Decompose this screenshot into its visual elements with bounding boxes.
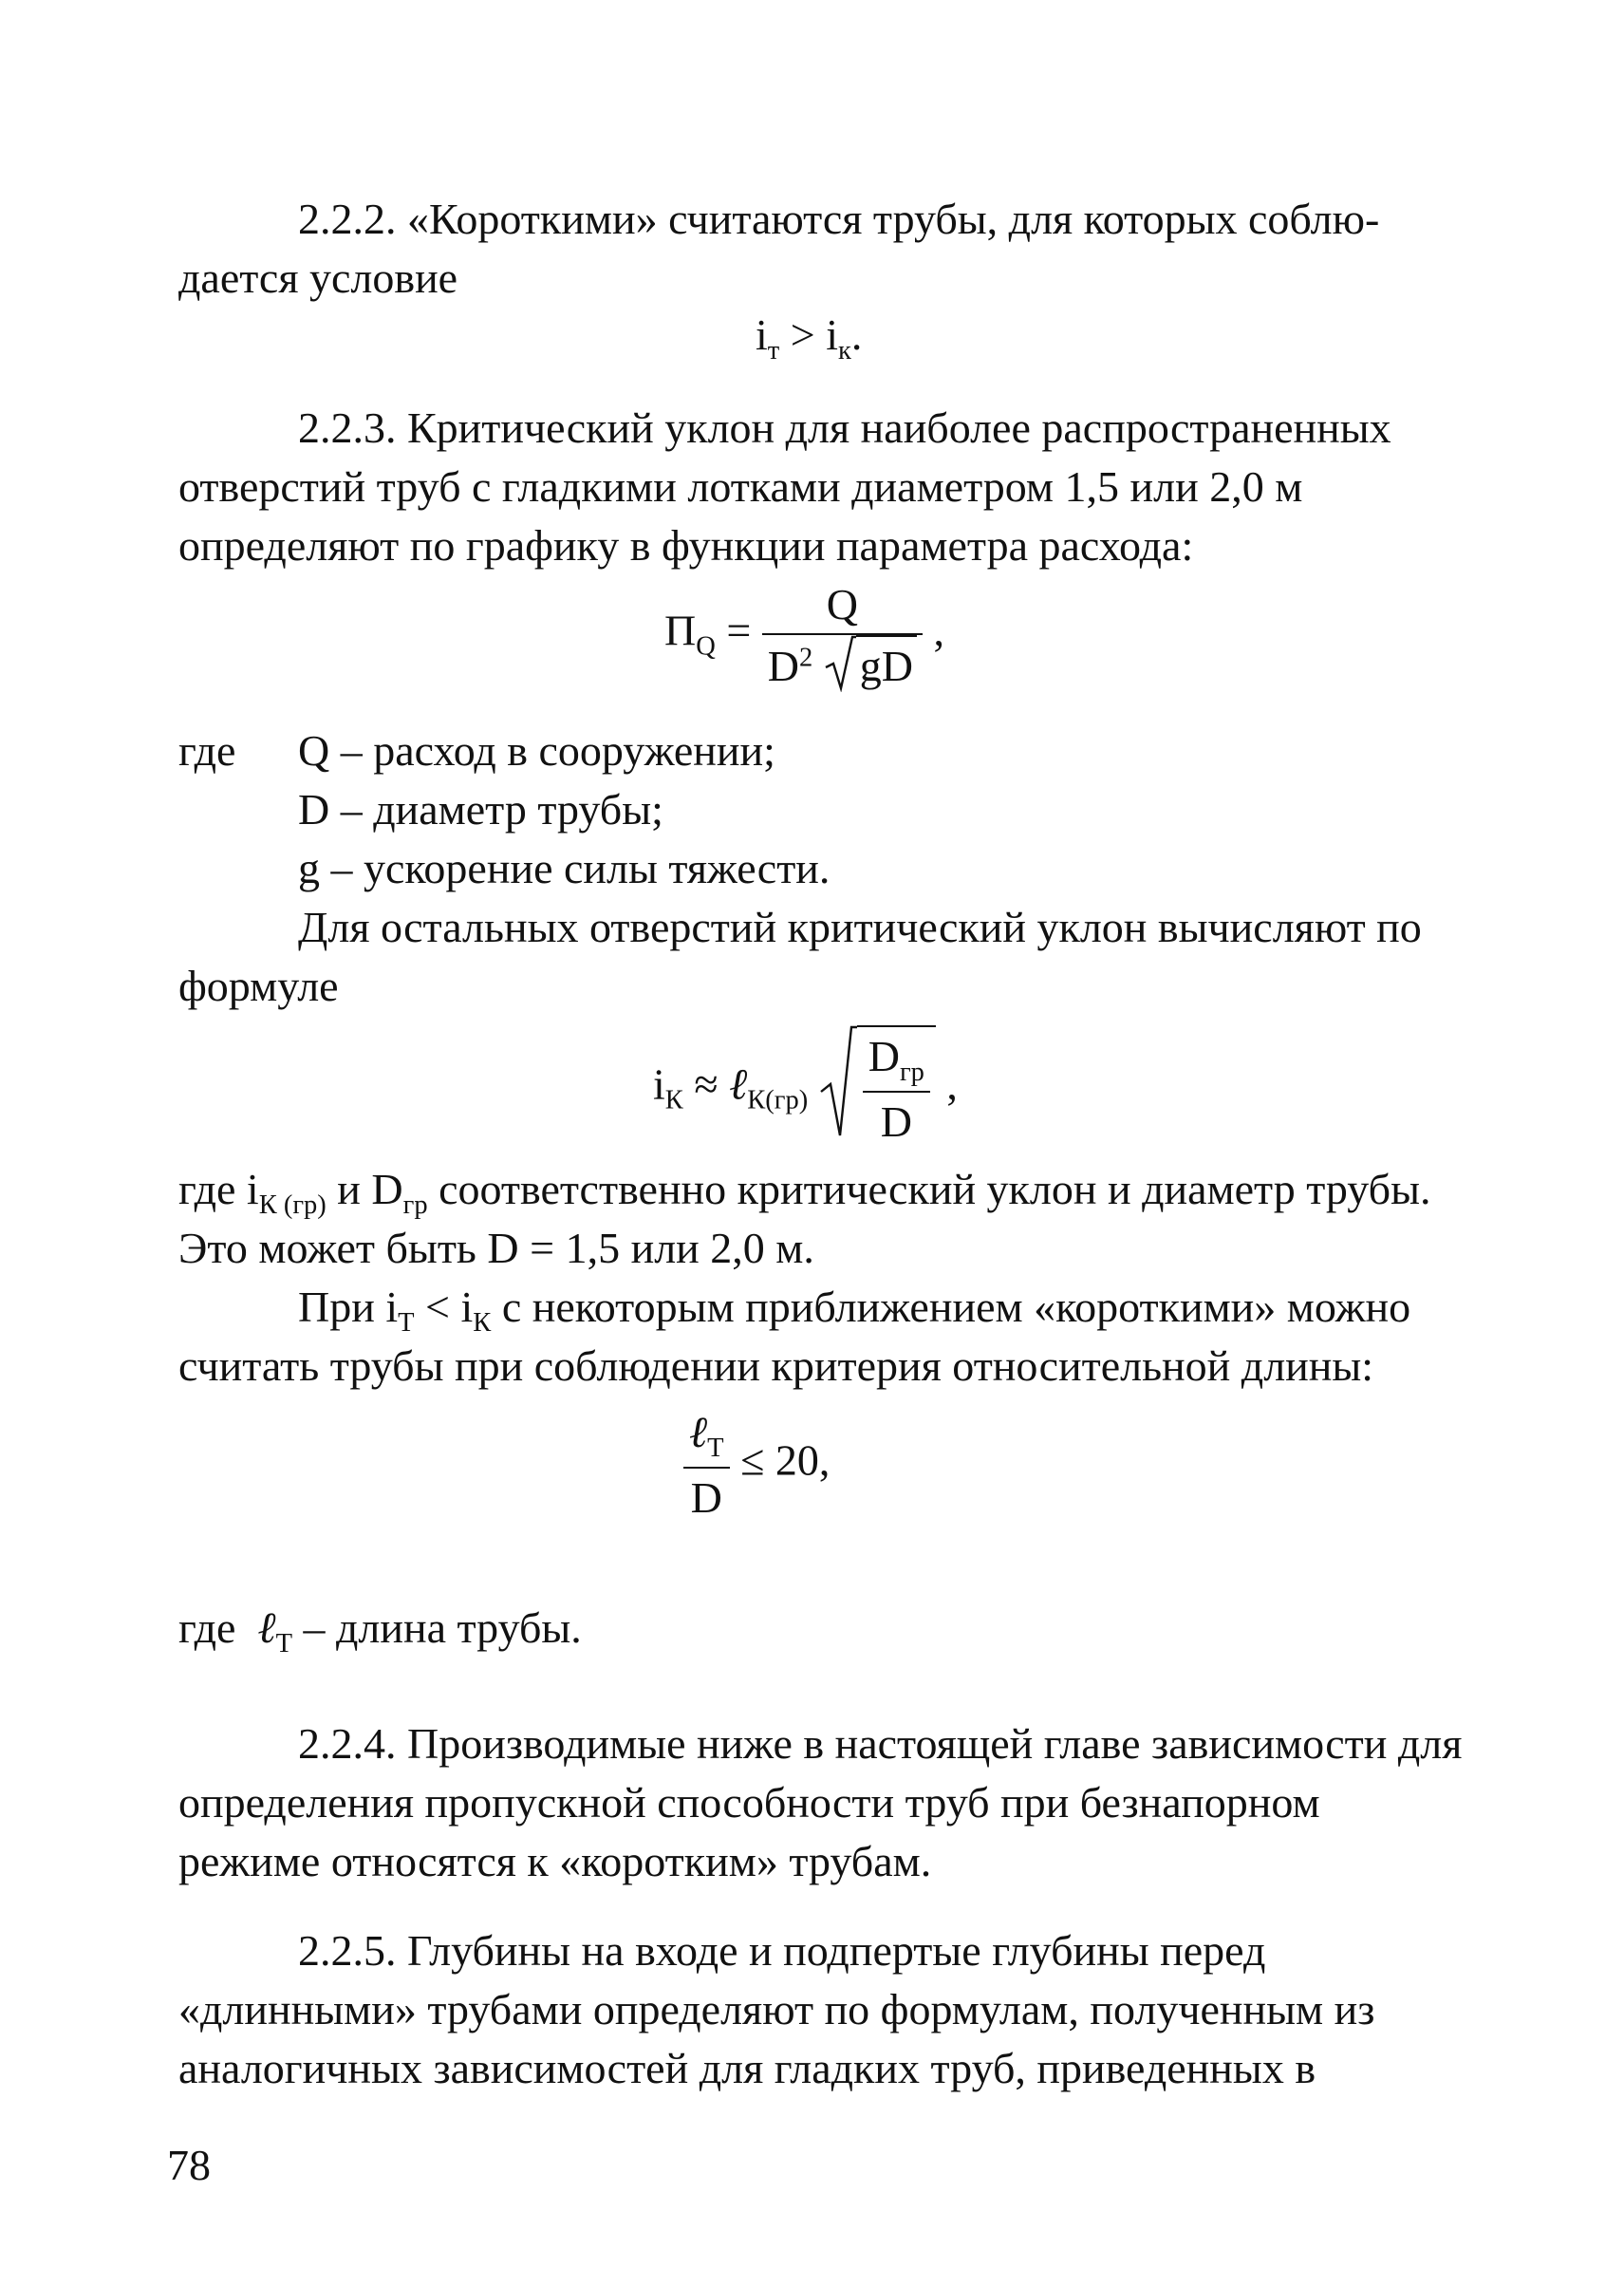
para-223-line3: определяют по графику в функции параметра расхода: — [178, 521, 1194, 570]
para-225-line1: 2.2.5. Глубины на входе и подпертые глубины перед — [298, 1926, 1266, 1975]
def-length: где ℓ$_Т$ – длина трубы. — [178, 1603, 582, 1658]
para-225-line3: аналогичных зависимостей для гладких труб, приведенных в — [178, 2044, 1316, 2092]
def-d: D – диаметр трубы; — [298, 785, 663, 834]
para-rest-line2: формуле — [178, 962, 339, 1010]
where-label: где — [178, 726, 236, 775]
para-224-line3: режиме относятся к «коротким» трубам. — [178, 1837, 932, 1885]
radical-icon — [819, 1025, 857, 1139]
sqrt-sign: gD — [824, 635, 917, 695]
diameter-ratio-fraction: $\frac{D_{гр}}{D}$ — [863, 1027, 930, 1151]
para-after3-line2: Это может быть D = 1,5 или 2,0 м. — [178, 1224, 814, 1272]
def-g: g – ускорение силы тяжести. — [298, 844, 831, 892]
formula-critical-slope: $i_К$ ≈ ℓ$_{К(гр)}$ $\frac{D_{гр}}{D}$ , — [653, 1025, 958, 1151]
para-224-line2: определения пропускной способности труб при безнапорном — [178, 1778, 1320, 1827]
para-222-line1: 2.2.2. «Короткими» считаются трубы, для которых соблю- — [298, 195, 1380, 243]
radical-icon — [824, 635, 856, 692]
para-225-line2: «длинными» трубами определяют по формулам, полученным из — [178, 1985, 1375, 2033]
para-rest-line1: Для остальных отверстий критический уклон вычисляют по — [298, 903, 1422, 951]
formula-flow-parameter: $П_Q$ = Q $D^2$ gD , — [664, 575, 944, 695]
para-when-line2: считать трубы при соблюдении критерия относительной длины: — [178, 1341, 1374, 1390]
para-222-line2: дается условие — [178, 253, 458, 302]
para-when-line1: При $i_Т < i_К$ с некоторым приближением «короткими» можно — [298, 1283, 1411, 1338]
formula-relative-length: $\frac{\ell_Т}{D}$ ≤ 20, — [683, 1403, 830, 1527]
para-223-line2: отверстий труб с гладкими лотками диаметром 1,5 или 2,0 м — [178, 462, 1303, 511]
flow-parameter-fraction: Q $D^2$ gD — [762, 575, 923, 695]
page-number: 78 — [167, 2141, 211, 2189]
para-after3-line1: где $i_{К (гр)}$ и $D_{гр}$ соответственно критический уклон и диаметр трубы. — [178, 1165, 1431, 1220]
def-q: Q – расход в сооружении; — [298, 726, 775, 775]
formula-it-gt-ik: $i_т > i_к$. — [756, 310, 863, 365]
relative-length-fraction: $\frac{\ell_Т}{D}$ — [683, 1403, 730, 1527]
sqrt-sign-2 — [819, 1025, 936, 1151]
para-223-line1: 2.2.3. Критический уклон для наиболее распространенных — [298, 403, 1391, 452]
para-224-line1: 2.2.4. Производимые ниже в настоящей главе зависимости для — [298, 1719, 1463, 1768]
